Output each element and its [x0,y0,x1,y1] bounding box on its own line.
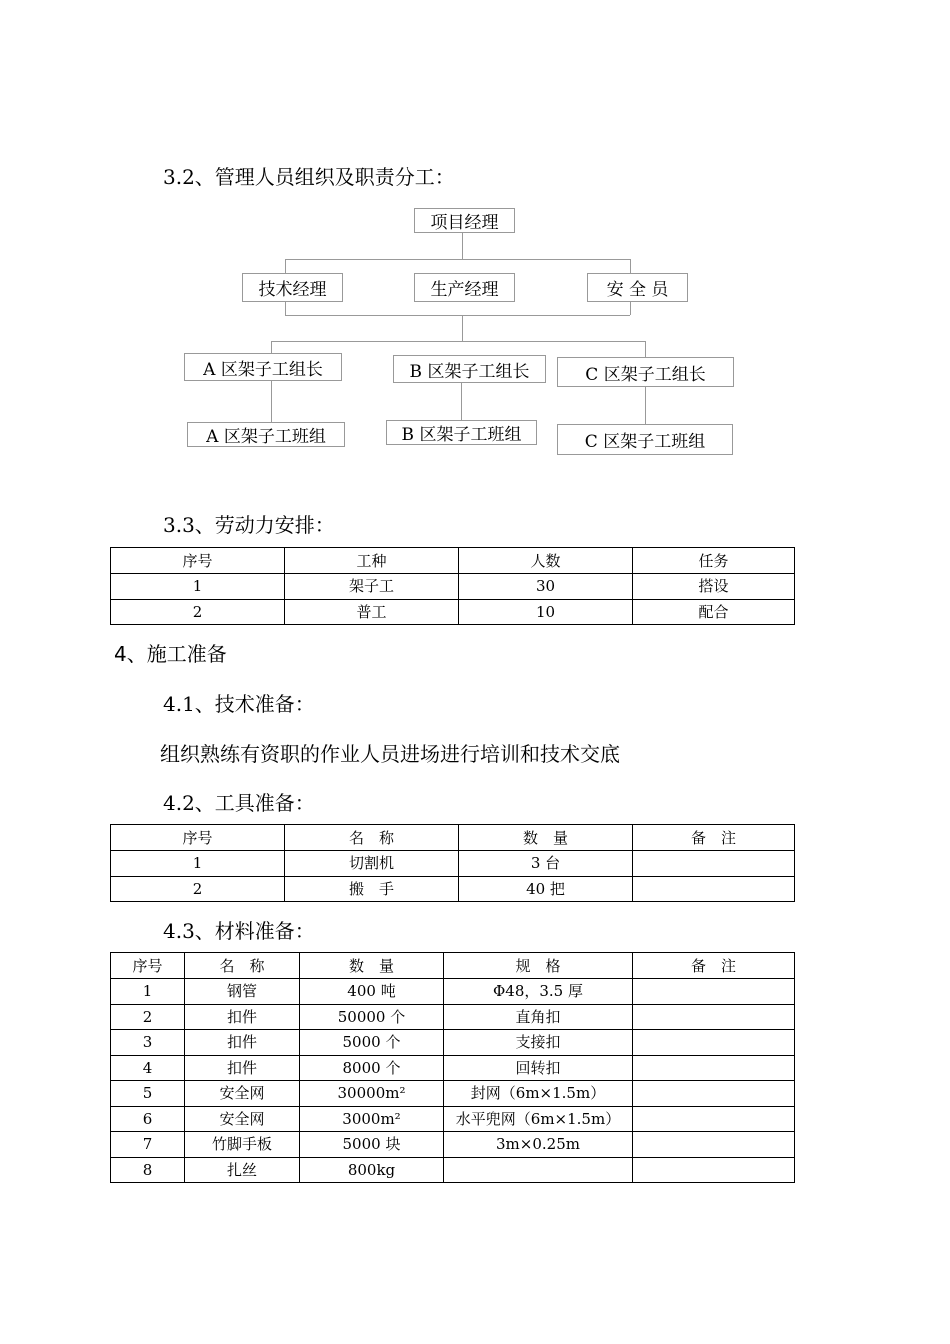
section-4-3-title: 4.3、材料准备： [163,919,315,943]
table-cell [633,1081,795,1107]
table-header-cell: 序号 [111,953,185,979]
table-cell: 安全网 [185,1081,300,1107]
connector [285,259,630,260]
table-cell: 2 [111,1004,185,1030]
table-header-row [111,548,795,574]
materials-table [110,952,795,1183]
connector [630,302,631,315]
table-cell: 30000m² [300,1081,444,1107]
table-cell [444,1157,633,1183]
table-cell: 8000 个 [300,1055,444,1081]
org-box-technical-manager: 技术经理 [242,273,343,302]
connector [645,341,646,357]
table-cell [633,1157,795,1183]
table-cell: 50000 个 [300,1004,444,1030]
table-cell: 5000 个 [300,1030,444,1056]
table-cell: 切割机 [285,851,459,877]
table-cell: 4 [111,1055,185,1081]
table-cell: 扎丝 [185,1157,300,1183]
table-row [111,851,795,877]
table-cell: 7 [111,1132,185,1158]
connector [462,315,463,341]
table-row [111,1055,795,1081]
table-cell: 架子工 [285,574,459,600]
table-header-row [111,953,795,979]
table-cell: 3m×0.25m [444,1132,633,1158]
connector [285,259,286,273]
table-cell: 扣件 [185,1004,300,1030]
tools-table [110,824,795,902]
table-row [111,1030,795,1056]
labor-table [110,547,795,625]
table-header-cell: 规 格 [444,953,633,979]
table-cell: 回转扣 [444,1055,633,1081]
table-row [111,876,795,902]
section-4-1-title: 4.1、技术准备： [163,692,315,716]
table-cell: Φ48，3.5 厚 [444,979,633,1005]
table-row [111,1106,795,1132]
section-4-2-title: 4.2、工具准备： [163,791,315,815]
connector [271,341,645,342]
table-row [111,1157,795,1183]
section-4-title: 4、施工准备 [114,642,227,666]
table-row [111,574,795,600]
table-cell [633,1004,795,1030]
table-cell: 竹脚手板 [185,1132,300,1158]
table-header-cell: 备 注 [633,953,795,979]
table-cell: 800kg [300,1157,444,1183]
org-box-team-a: A 区架子工班组 [187,422,345,447]
table-cell: 扣件 [185,1030,300,1056]
table-cell: 扣件 [185,1055,300,1081]
table-cell: 封网（6m×1.5m） [444,1081,633,1107]
table-cell: 30 [459,574,633,600]
table-cell: 3000m² [300,1106,444,1132]
table-cell: 400 吨 [300,979,444,1005]
table-cell: 6 [111,1106,185,1132]
table-cell [633,1106,795,1132]
table-cell: 搬 手 [285,876,459,902]
table-cell [633,1055,795,1081]
connector [462,233,463,259]
table-cell: 1 [111,574,285,600]
table-cell: 3 台 [459,851,633,877]
section-3-3-title: 3.3、劳动力安排： [163,513,335,537]
connector [271,341,272,353]
table-cell: 40 把 [459,876,633,902]
org-box-team-c: C 区架子工班组 [557,424,733,455]
table-cell: 钢管 [185,979,300,1005]
table-cell: 安全网 [185,1106,300,1132]
table-header-cell: 工种 [285,548,459,574]
org-box-team-b: B 区架子工班组 [386,420,537,445]
table-cell: 支接扣 [444,1030,633,1056]
connector [630,259,631,273]
table-cell: 普工 [285,599,459,625]
org-box-production-manager: 生产经理 [414,273,515,302]
table-cell: 水平兜网（6m×1.5m） [444,1106,633,1132]
table-cell [633,851,795,877]
table-cell: 10 [459,599,633,625]
table-cell: 3 [111,1030,185,1056]
connector [461,383,462,420]
table-cell: 2 [111,599,285,625]
table-header-cell: 序号 [111,548,285,574]
org-box-leader-b: B 区架子工组长 [393,355,546,383]
table-cell: 5 [111,1081,185,1107]
table-header-cell: 人数 [459,548,633,574]
table-header-cell: 数 量 [459,825,633,851]
table-row [111,979,795,1005]
table-cell: 1 [111,979,185,1005]
org-box-project-manager: 项目经理 [414,208,515,233]
connector [285,302,286,315]
section-3-2-title: 3.2、管理人员组织及职责分工： [163,165,455,189]
table-cell: 配合 [633,599,795,625]
table-cell: 2 [111,876,285,902]
table-cell: 直角扣 [444,1004,633,1030]
table-cell: 5000 块 [300,1132,444,1158]
table-cell [633,1030,795,1056]
table-row [111,599,795,625]
table-cell [633,1132,795,1158]
org-box-leader-a: A 区架子工组长 [184,353,342,381]
table-row [111,1081,795,1107]
table-row [111,1132,795,1158]
connector [271,381,272,422]
table-row [111,1004,795,1030]
table-header-cell: 名 称 [185,953,300,979]
org-box-leader-c: C 区架子工组长 [557,357,734,387]
table-cell [633,876,795,902]
org-box-safety-officer: 安 全 员 [587,273,688,302]
table-header-cell: 名 称 [285,825,459,851]
table-cell: 1 [111,851,285,877]
table-header-row [111,825,795,851]
table-cell: 搭设 [633,574,795,600]
connector [645,387,646,424]
table-cell: 8 [111,1157,185,1183]
connector [285,315,630,316]
table-header-cell: 备 注 [633,825,795,851]
section-4-1-text: 组织熟练有资职的作业人员进场进行培训和技术交底 [160,742,620,766]
table-cell [633,979,795,1005]
table-header-cell: 序号 [111,825,285,851]
table-header-cell: 任务 [633,548,795,574]
table-header-cell: 数 量 [300,953,444,979]
